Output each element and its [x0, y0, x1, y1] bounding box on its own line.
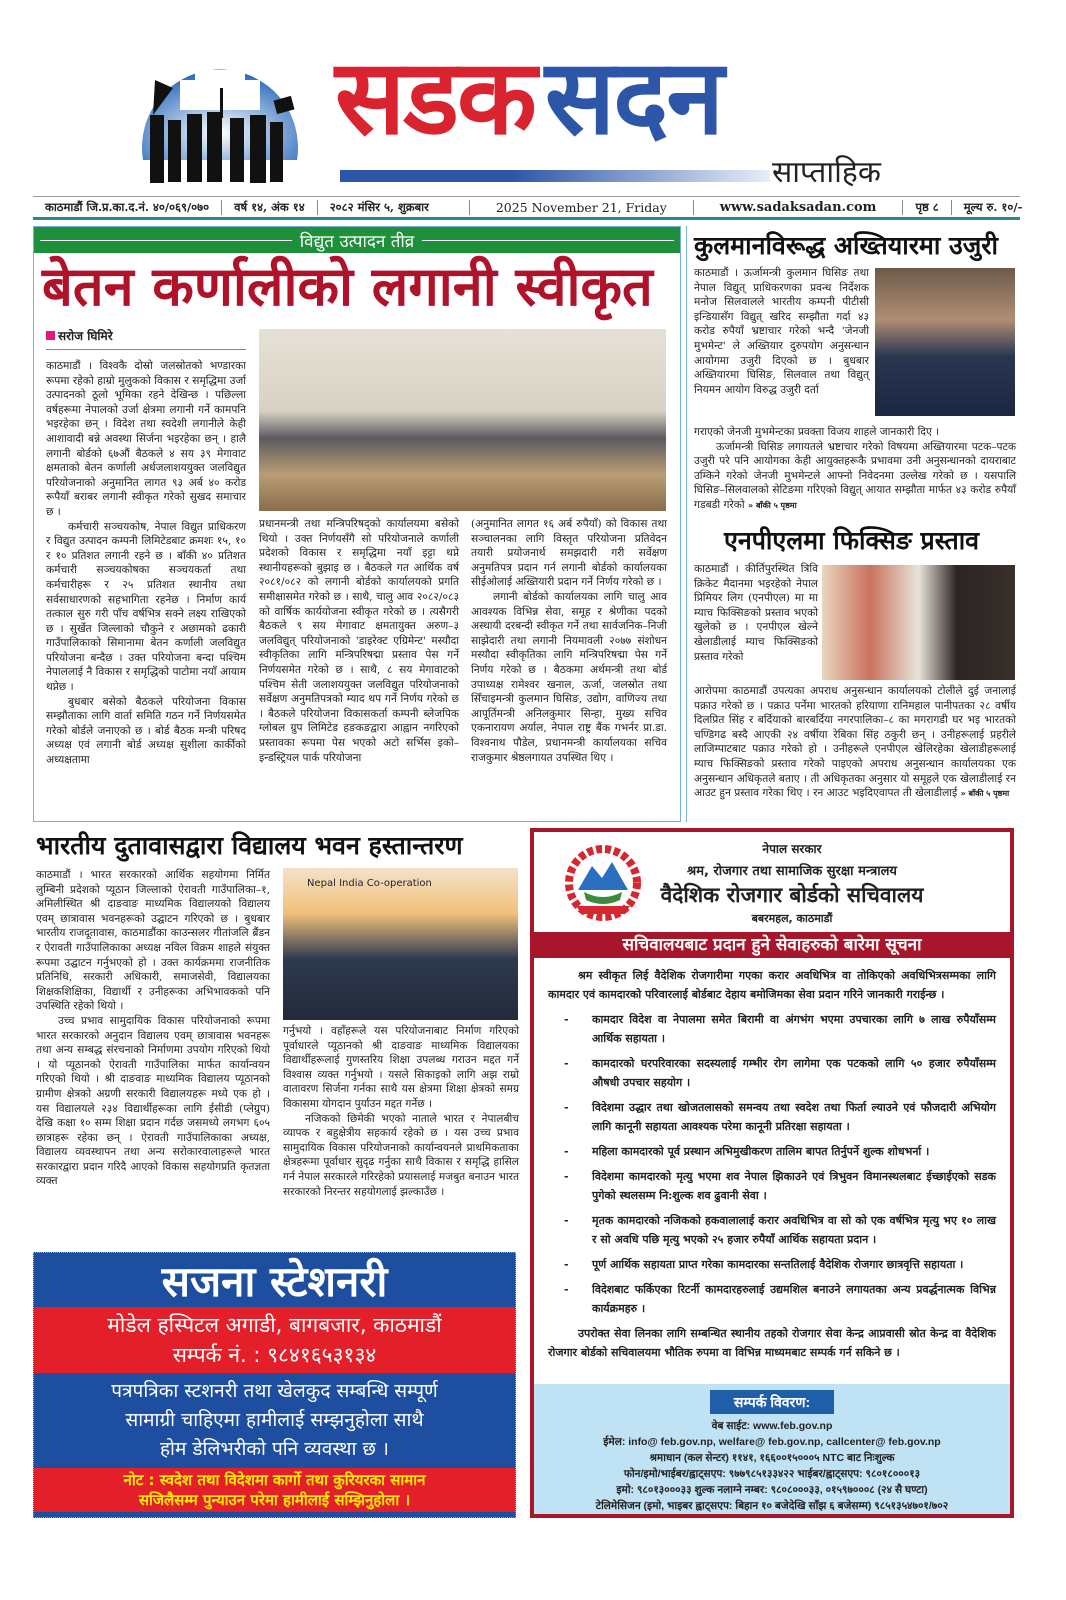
lead-col-3: (अनुमानित लागत १६ अर्ब रुपैयाँ) को विकास तथा सञ्चालनका लागि विस्तृत परियोजना प्रतिवेदन तयारी प्रयोजनार्थ समझदारी गरी सर्वेक्षण अनुमतिपत्र प्रदान गर्न लगानी बोर्डको कार्यालयका सीईओलाई अख्तियारी प्रदान गर्ने निर्णय गरेको छ । लगानी बोर्डको कार्यालयका लागि चालु आव आवश्यक विभिन्न सेवा, समूह र श्रेणीका पदको अस्थायी दरबन्दी स्वीकृत गर्ने तथा सार्वजनिक–निजी साझेदारी तथा लगानी नियमावली २०७७ संशोधन मस्यौदा स्वीकृतिका लागि मन्त्रिपरिषद्मा पेस गर्ने निर्णय गरेको छ । बैठकमा अर्थमन्त्री तथा बोर्ड उपाध्यक्ष रामेश्वर खनाल, ऊर्जा, जलस्रोत तथा सिँचाइमन्त्री कुलमान घिसिङ, उद्योग, वाणिज्य तथा आपूर्तिमन्त्री अनिलकुमार सिन्हा, मुख्य सचिव एकनारायण अर्याल, नेपाल राष्ट्र बैंक गभर्नर प्रा.डा. विश्वनाथ पौडेल, प्रधानमन्त्री कार्यालयका सचिव राजकुमार श्रेष्ठलगायत उपस्थित थिए । [471, 518, 667, 764]
feb-notice [530, 828, 1014, 1518]
lead-story [33, 226, 681, 822]
volume-issue: वर्ष १४, अंक १४ [222, 200, 318, 215]
ad-address-block [34, 1307, 515, 1373]
notice-item: - कामदारको घरपरिवारका सदस्यलाई गम्भीर रोग लागेमा एक पटकको लागि ५० हजार रुपैयाँसम्म औषधी उपचार सहयोग । [558, 1054, 996, 1092]
ad-description: पत्रपत्रिका स्टशनरी तथा खेलकुद सम्बन्धि सम्पूर्ण सामाग्री चाहिएमा हामीलाई सम्झनुहोला साथै होम डेलिभरीको पनि व्यवस्था छ । [111, 1380, 438, 1460]
notice-item: - कामदार विदेश वा नेपालमा समेत बिरामी वा अंगभंग भएमा उपचारका लागि ७ लाख रुपैयाँसम्म आर्थिक सहायता । [558, 1010, 996, 1048]
ad-address: मोडेल हस्पिटल अगाडी, बागबजार, काठमाडौं [107, 1313, 442, 1337]
ad-phone: सम्पर्क नं. : ९८४१६५३१३४ [172, 1343, 377, 1367]
nepali-date: २०८२ मंसिर ५, शुक्रबार [318, 200, 470, 215]
npl-body: आरोपमा काठमाडौं उपत्यका अपराध अनुसन्धान कार्यालयको टोलीले दुई जनालाई पक्राउ गरेको छ । पक्राउ पर्नेमा भारतको हरियाणा रानिमहाल पानीपतका २८ वर्षीय दिलप्रित सिंह र बर्दियाको बारबर्दिया नगरपालिका–८ का मगरागडी घर भइ भारतको चण्डिगढ बस्दै आएकी २४ वर्षीया रेबिका सिंह ठकुरी छन् । उनीहरूलाई प्रहरीले लाजिम्पाटबाट पक्राउ गरेको हो । उनीहरूले एनपीएल खेलिरहेका खेलाडीहरूलाई म्याच फिक्सिङको प्रस्ताव गरेको पाइएको अपराध अनुसन्धान कार्यालयका एक अनुसन्धान अधिकृतले बताए । ती अधिकृतका अनुसार यो समूहले एक खेलाडीलाई रन आउट हुन प्रस्ताव गरेका थिए । रन आउट भइदिएवापत ती खेलाडीलाई » बाँकी ५ पृष्ठमा [694, 685, 1016, 800]
contact-email[interactable]: ईमेल: info@ feb.gov.np, welfare@ feb.gov.np, callcenter@ feb.gov.np [603, 1436, 941, 1448]
masthead-underline [340, 170, 770, 182]
kulman-continued-link[interactable]: » बाँकी ५ पृष्ठमा [748, 500, 797, 510]
notice-closing: उपरोक्त सेवा लिनका लागि सम्बन्धित स्थानीय तहको रोजगार सेवा केन्द्र आप्रवासी स्रोत केन्द्र वा वैदेशिक रोजगार बोर्डको सचिवालयमा भौतिक रुपमा वा विभिन्न माध्यमबाट सम्पर्क गर्न सकिने छ । [548, 1327, 996, 1359]
school-col-2: गर्नुभयो । वहाँहरूले यस परियोजनाबाट निर्माण गरिएको पूर्वाधारले प्यूठानको श्री दाङवाङ माध्यमिक विद्यालयका विद्यार्थीहरूलाई गुणस्तरिय शिक्षा उपलब्ध गराउन मद्दत गर्ने विश्वास व्यक्त गर्नुभयो । यसले सिकाइको लागि अझ राम्रो वातावरण सिर्जना गर्नका साथै यस क्षेत्रमा शिक्षा क्षेत्रको समग्र विकासमा योगदान पुर्याउन मद्दत गर्नेछ । नजिकको छिमेकी भएको नाताले भारत र नेपालबीच व्यापक र बहुक्षेत्रीय सहकार्य रहेको छ । यस उच्च प्रभाव सामुदायिक विकास परियोजनाको कार्यान्वयनले प्राथमिकताका क्षेत्रहरूमा पूर्वाधार सुदृढ गर्नुका साथै विकास र समृद्धि हासिल गर्न नेपाल सरकारले गरिरहेको प्रयासलाई मजबुत बनाउन भारत सरकारको निरन्तर सहयोगलाई झल्काउँछ । [283, 1025, 519, 1198]
notice-contact-box [534, 1384, 1010, 1514]
notice-services-list [548, 1010, 996, 1318]
npl-photo-suspects [822, 565, 1015, 680]
notice-item: - महिला कामदारको पूर्व प्रस्थान अभिमुखीकरण तालिम बापत तिर्नुपर्ने शुल्क शोधभर्ना । [558, 1142, 996, 1161]
notice-location: बबरमहल, काठमाडौं [751, 912, 833, 925]
notice-item: - मृतक कामदारको नजिकको हकवालालाई करार अवधिभित्र वा सो को एक वर्षभित्र मृत्यु भए १० लाख र सो अवधि पछि मृत्यु भएको २५ हजार रुपैयाँ आर्थिक सहायता प्रदान । [558, 1211, 996, 1249]
registration-number: काठमाडौं जि.प्र.का.द.नं. ४०/०६९/०७० [33, 200, 222, 215]
lead-kicker-bar [34, 227, 680, 253]
nepal-emblem-icon [564, 844, 642, 922]
masthead-subtitle: साप्ताहिक [772, 155, 881, 190]
ad-name: सजना स्टेशनरी [161, 1257, 388, 1306]
ad-note: नोट : स्वदेश तथा विदेशमा कार्गो तथा कुरियरका सामान सजिलैसम्म पुन्याउन परेमा हामीलाई सम्झिनुहोला । [34, 1468, 515, 1512]
school-photo-banner: Nepal India Co-operation [307, 878, 432, 889]
contact-imo: इमो: ९८०१३०००३३ शुल्क नलाग्ने नम्बर: ९८०८०००३३, ०१५९७०००८ (२४ सै घण्टा) [616, 1484, 928, 1496]
kulman-headline: कुलमानविरूद्ध अख्तियारमा उजुरी [694, 231, 999, 260]
lead-kicker: विद्युत उत्पादन तीव्र [292, 229, 423, 252]
school-photo-handover [283, 868, 518, 1020]
notice-office: वैदेशिक रोजगार बोर्डको सचिवालय [660, 883, 924, 907]
byline-marker-icon [46, 331, 55, 340]
kulman-body-top: काठमाडौं । ऊर्जामन्त्री कुलमान घिसिङ तथा नेपाल विद्युत् प्राधिकरणका प्रवन्ध निर्देशक मनोज सिलवालले भारतीय कम्पनी पीटीसी इन्डियासँग विद्युत् खरिद सम्झौता गर्दा ४३ करोड रुपैयाँ भ्रष्टाचार गरेको भन्दै 'जेनजी मुभमेन्ट' ले अख्तियार दुरुपयोग अनुसन्धान आयोगमा उजुरी दिएको छ । बुधबार अख्तियारमा घिसिङ, सिलवाल तथा विद्युत् नियमन आयोग विरुद्ध उजुरी दर्ता [694, 267, 869, 396]
school-col-1: काठमाडौं । भारत सरकारको आर्थिक सहयोगमा निर्मित लुम्बिनी प्रदेशको प्यूठान जिल्लाको ऐरावती गाउँपालिका–१, अमिलीस्थित श्री दाङवाङ माध्यमिक विद्यालयको विद्यालय एवम् छात्रावास भवनहरूको उद्घाटन गरिएको छ । बुधबार भारतीय राजदूतावास, काठमाडौंका काउन्सलर गीतांजलि ब्रैंडन र ऐरावती गाउँपालिकाका अध्यक्ष नविल विक्रम शाहले संयुक्त रूपमा उद्घाटन गर्नुभएको हो । उक्त कार्यक्रममा राजनीतिक प्रतिनिधि, सरकारी अधिकारी, समाजसेवी, विद्यालयका शिक्षकशिक्षिका, विद्यार्थी र उनीहरूका अभिभावकको पनि उपस्थिति रहेको थियो । उच्च प्रभाव सामुदायिक विकास परियोजनाको रूपमा भारत सरकारको अनुदान विद्यालय एवम् छात्रावास भवनहरू तथा अन्य सम्बद्ध संरचनाको निर्माणमा उपयोग गरिएको थियो । यो प्यूठानको ऐरावती गाउँपालिका मार्फत कार्यान्वयन गरिएको थियो । श्री दाङवाङ माध्यमिक विद्यालय प्यूठानको ग्रामीण क्षेत्रको अग्रणी सरकारी विद्यालयहरू मध्ये एक हो । यस विद्यालयले २३४ विद्यार्थीहरूका लागि ईसीडी (प्लेग्रुप) देखि कक्षा १० सम्म शिक्षा प्रदान गर्दछ जसमध्ये लगभग ६०५ छात्राहरू रहेका छन् । ऐरावती गाउँपालिकाका अध्यक्ष, विद्यालय व्यवस्थापन तथा अन्य सरोकारवालाहरूले भारत सरकारद्वारा प्रदान गरिदै आएको विकास सहयोगप्रति कृतज्ञता व्यक्त [36, 869, 270, 1188]
npl-headline: एनपीएलमा फिक्सिङ प्रस्ताव [724, 526, 980, 555]
contact-title: सम्पर्क विवरण: [710, 1390, 834, 1414]
notice-body [534, 958, 1010, 1362]
npl-continued-link[interactable]: » बाँकी ५ पृष्ठमा [960, 789, 1010, 799]
notice-intro: श्रम स्वीकृत लिई वैदेशिक रोजगारीमा गएका करार अवधिभित्र वा तोकिएको अवधिभित्रसम्मका लागि कामदार एवं कामदारको परिवारलाई बोर्डबाट देहाय बमोजिमका सेवा प्रदान गरिने जानकारी गराईन्छ । [548, 969, 996, 1001]
price: मूल्य रु. १०/- [963, 199, 1023, 214]
lead-col-2: प्रधानमन्त्री तथा मन्त्रिपरिषद्को कार्यालयमा बसेको थियो । उक्त निर्णयसँगै सो परियोजनाले कर्णाली प्रदेशको विकास र समृद्धिमा नयाँ इट्टा थप्ने स्थानीयहरूको बुझाइ छ । बैठकले गत आर्थिक वर्ष २०८१/०८२ को लगानी बोर्डको कार्यालयको प्रगति समीक्षासमेत गरेको छ । साथै, चालु आव २०८२/०८३ को वार्षिक कार्ययोजना स्वीकृत गरेको छ । त्यसैगरी बैठकले ९ सय मेगावाट क्षमतायुक्त अरुण–३ जलविद्युत् परियोजनाको 'डाइरेक्ट एग्रिमेन्ट' मस्यौदा स्वीकृतिका लागि मन्त्रिपरिषद्मा प्रस्ताव पेस गर्ने निर्णयसमेत गरेको छ । साथै, ८ सय मेगावाटको पश्चिम सेती जलाशययुक्त जलविद्युत परियोजनाको सर्वेक्षण अनुमतिपत्रको म्याद थप गर्ने निर्णय गरेको छ । बैठकले परियोजना विकासकर्ता कम्पनी ब्लेजपिक ग्लोबल ग्रुप लिमिटेड हङकङद्वारा आह्वान नगरिएको प्रस्तावका रूपमा पेस भएको अटो सर्भिस इको–इन्डस्ट्रियल पार्क परियोजना [259, 518, 459, 764]
lead-col-1: काठमाडौं । विश्वकै दोस्रो जलस्रोतको भण्डारका रूपमा रहेको हाम्रो मुलुकको विकास र समृद्धिमा उर्जा उत्पादनको ठूलो भूमिका रहने देखिन्छ । पछिल्ला वर्षहरूमा नेपालको उर्जा क्षेत्रमा लगानी गर्ने कामपनि भइरहेका छन् । विदेश तथा स्वदेशी लगानीले केही आशावादी बन्ने अवस्था सिर्जना भइरहेका छन् । हालै लगानी बोर्डको ६७औं बैठकले ४ सय ३९ मेगावाट क्षमताको बेतन कर्णाली अर्धजलाशययुक्त जलविद्युत परियोजनाको अनुमानित लागत ९३ अर्ब ४० करोड रूपैयाँ बराबर लगानी स्वीकृत गरेको सुखद समाचार छ । कर्मचारी सञ्चयकोष, नेपाल विद्युत प्राधिकरण र विद्युत उत्पादन कम्पनी लिमिटेडबाट क्रमशः १५, १० र १० प्रतिशत लगानी रहने छ । बाँकी ४० प्रतिशत कर्मचारी सञ्चयकोषका सञ्चयकर्ता तथा कर्मचारीहरू र २५ प्रतिशत स्थानीय तथा सर्वसाधारणको सहभागिता रहनेछ । निर्माण कार्य तत्काल सुरु गरी पाँच वर्षभित्र सक्ने लक्ष्य राखिएको छ । सुर्खेत जिल्लाको चौकुने र अछामको ढकारी गाउँपालिकाको सिमानामा बेतन कर्णाली जलविद्युत परियोजना बन्दैछ । उक्त परियोजना बन्दा पश्चिम नेपाललाई नै विकास र समृद्धिको पाटोमा नयाँ आयाम थप्नेछ । बुधबार बसेको बैठकले परियोजना विकास सम्झौताका लागि वार्ता समिति गठन गर्ने निर्णयसमेत गरेको बोर्डले जनाएको छ । बोर्ड बैठक मन्त्री परिषद अध्यक्ष एवं लगानी बोर्ड अध्यक्ष सुशीला कार्कीको अध्यक्षतामा [46, 360, 246, 767]
lead-headline: बेतन कर्णालीको लगानी स्वीकृत [42, 255, 653, 318]
notice-item: - विदेशमा कामदारको मृत्यु भएमा शव नेपाल झिकाउने एवं त्रिभुवन विमानस्थलबाट ईच्छाईएको सडक पुगेको स्थलसम्म नि:शुल्क शव ढुवानी सेवा । [558, 1167, 996, 1205]
notice-ministry: श्रम, रोजगार तथा सामाजिक सुरक्षा मन्त्रालय [687, 864, 897, 879]
npl-body-top: काठमाडौं । कीर्तिपुरस्थित त्रिवि क्रिकेट मैदानमा भइरहेको नेपाल प्रिमियर लिग (एनपीएल) मा मा म्याच फिक्सिङको प्रस्ताव भएको खुलेको छ । एनपीएल खेल्ने खेलाडीलाई म्याच फिक्सिङको प्रस्ताव गरेको [694, 563, 818, 663]
masthead-title-blue: सदन [544, 36, 723, 158]
info-strip [33, 196, 1023, 220]
notice-title: सचिवालयबाट प्रदान हुने सेवाहरुको बारेमा सूचना [534, 932, 1010, 958]
english-date: 2025 November 21, Friday [470, 200, 694, 215]
stationery-ad [33, 1252, 516, 1518]
notice-item: - विदेशबाट फर्किएका रिटर्नी कामदारहरुलाई उद्यमशिल बनाउने लगायतका अन्य प्रवर्द्धनात्मक विभिन्न कार्यक्रमहरु । [558, 1280, 996, 1318]
notice-header [534, 832, 1010, 932]
masthead-title [335, 36, 723, 158]
website-link[interactable]: www.sadaksadan.com [694, 200, 904, 215]
notice-item: - पूर्ण आर्थिक सहायता प्राप्त गरेका कामदारका सन्ततिलाई वैदेशिक रोजगार छात्रवृत्ति सहायता । [558, 1255, 996, 1274]
kulman-body: गराएको जेनजी मुभमेन्टका प्रवक्ता विजय शाहले जानकारी दिए । ऊर्जामन्त्री घिसिङ लगायतले भ्रष्टाचार गरेको विषयमा अख्तियारमा पटक–पटक उजुरी परे पनि आयोगका केही आयुक्तहरूकै प्रभावमा उनी अनुसन्धानको दायराबाट उम्किने गरेको जेनजी मुभमेन्टले आफ्नो निवेदनमा उल्लेख गरेको छ । यसपालि घिसिङ–सिलवालको सेटिङमा गरिएको विद्युत् आयात सम्झौता मार्फत ४३ करोड रुपैयाँ गडबडी गरेको » बाँकी ५ पृष्ठमा [694, 426, 1016, 511]
masthead-logo [135, 40, 305, 190]
contact-website[interactable]: वेब साईट: www.feb.gov.np [711, 1420, 833, 1432]
protest-crowd-logo-icon [135, 40, 305, 190]
contact-callcenter: श्रमाधान (कल सेन्टर) ११४१, १६६००१५०००५ NTC बाट निःशुल्क [649, 1452, 895, 1464]
byline-name: सरोज घिमिरे [58, 329, 113, 343]
lead-byline [46, 327, 246, 350]
masthead-title-red: सडक [335, 36, 535, 158]
notice-item: - विदेशमा उद्धार तथा खोजतलासको समन्वय तथा स्वदेश तथा फिर्ता ल्याउने एवं फौजदारी अभियोग लागि कानूनी सहायता आवश्यक परेमा कानूनी प्रतिरक्षा सहायता । [558, 1098, 996, 1136]
notice-gov: नेपाल सरकार [762, 842, 822, 856]
lead-photo-meeting [259, 329, 666, 511]
right-column-rule [686, 226, 687, 822]
contact-telemessage: टेलिमेसिजन (इमो, भाइबर ह्वाट्सएप: बिहान १० बजेदेखि साँझ ६ बजेसम्म) ९८५१३५४७०१/७०२ [595, 1500, 949, 1512]
contact-phone: फोन/इमो/भाईबर/ह्वाट्सएप: ९७७९८५१३३४२२ भाईबर/ह्वाट्सएप: ९८०१८०००१३ [623, 1468, 921, 1480]
page-number: पृष्ठ ८ [903, 200, 951, 215]
kulman-photo [875, 268, 1015, 416]
school-headline: भारतीय दुतावासद्वारा विद्यालय भवन हस्तान्तरण [36, 831, 463, 860]
